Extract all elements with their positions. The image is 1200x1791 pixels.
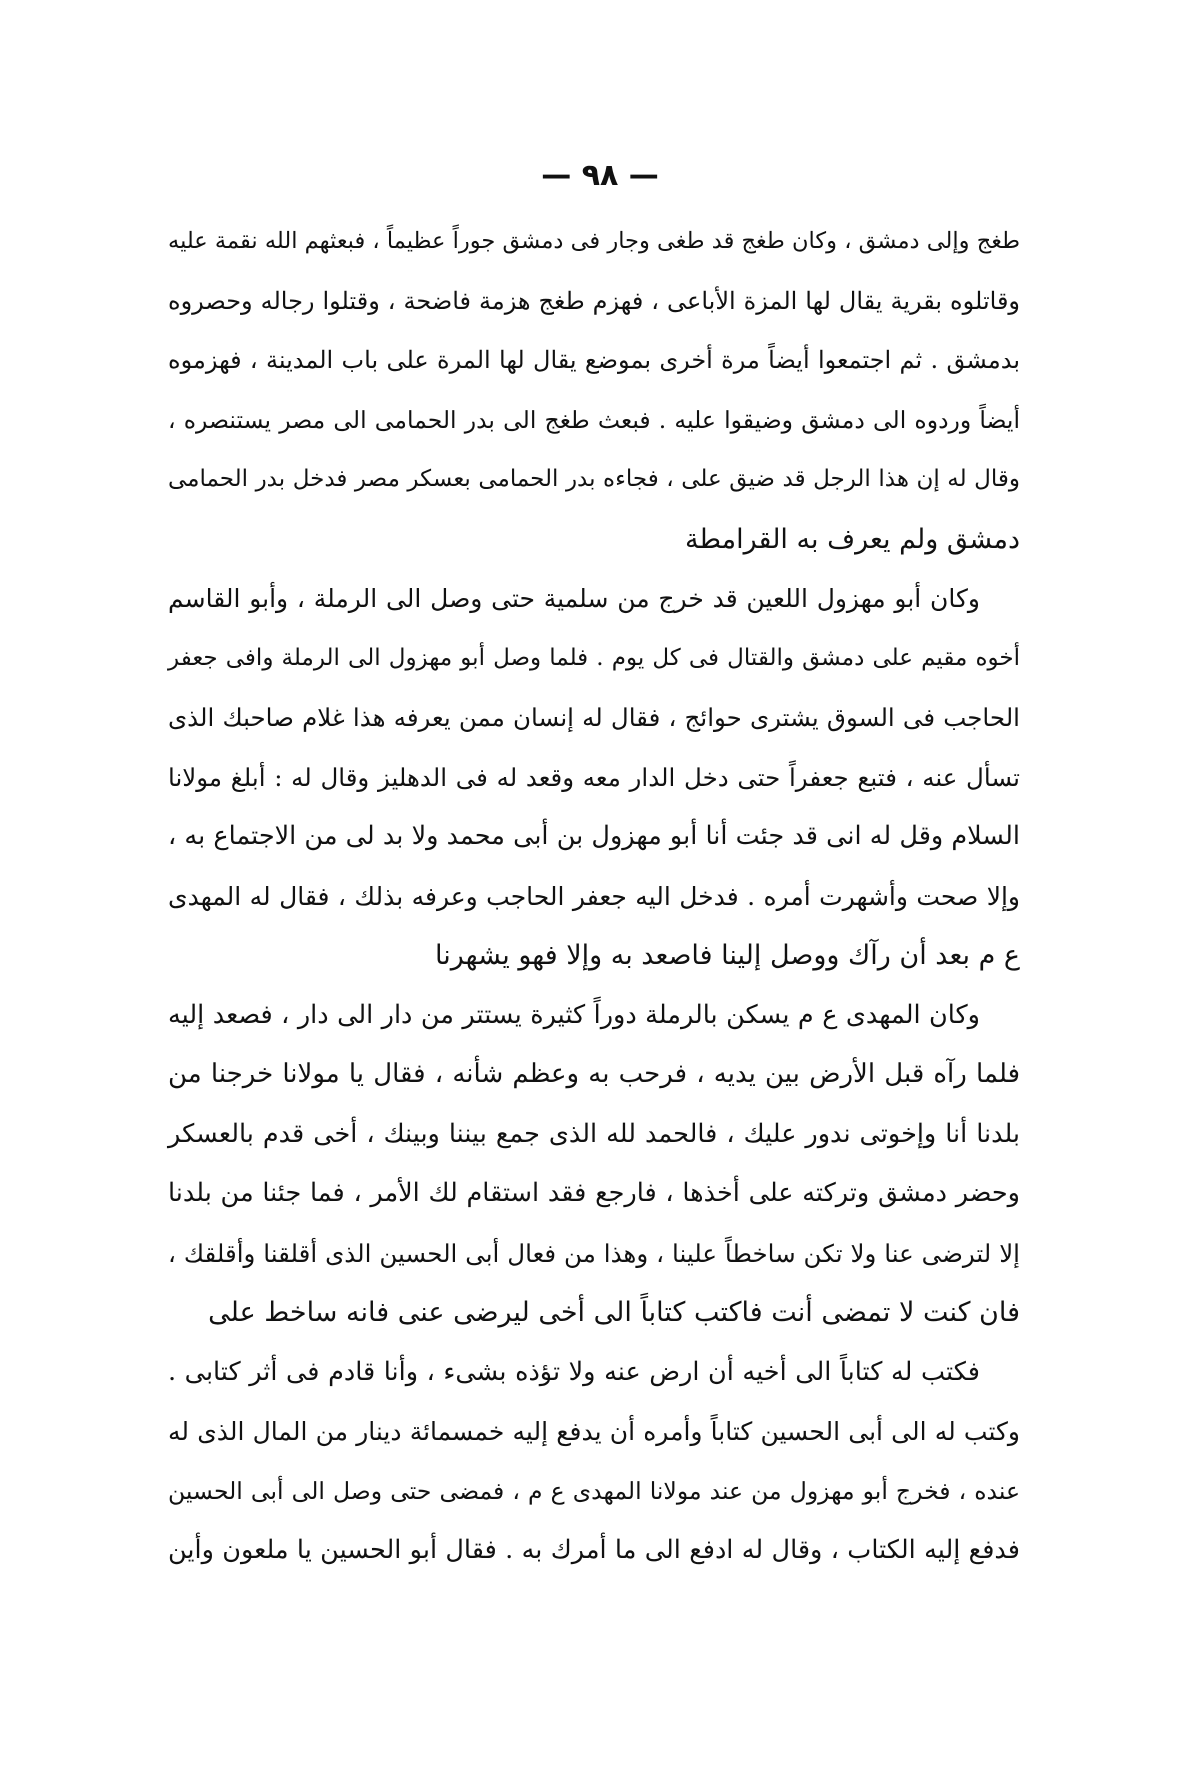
body-text (168, 212, 1020, 1581)
page-number: — ٩٨ — (541, 158, 659, 193)
text-line: ع م بعد أن رآك ووصل إلينا فاصعد به وإلا فهو يشهرنا (435, 940, 1020, 971)
text-line: وكان المهدى ع م يسكن بالرملة دوراً كثيرة يستتر من دار الى دار ، فصعد إليه (168, 999, 980, 1030)
text-line: تسأل عنه ، فتبع جعفراً حتى دخل الدار معه وقعد له فى الدهليز وقال له : أبلغ مولانا (168, 762, 1020, 792)
text-line: وإلا صحت وأشهرت أمره . فدخل اليه جعفر الحاجب وعرفه بذلك ، فقال له المهدى (168, 881, 1020, 911)
text-line: طغج وإلى دمشق ، وكان طغج قد طغى وجار فى دمشق جوراً عظيماً ، فبعثهم الله نقمة عليه (168, 228, 1020, 254)
text-line: عنده ، فخرج أبو مهزول من عند مولانا المهدى ع م ، فمضى حتى وصل الى أبى الحسين (168, 1476, 1020, 1505)
text-line: أخوه مقيم على دمشق والقتال فى كل يوم . فلما وصل أبو مهزول الى الرملة وافى جعفر (168, 644, 1020, 671)
text-line: وكان أبو مهزول اللعين قد خرج من سلمية حتى وصل الى الرملة ، وأبو القاسم (168, 584, 980, 613)
text-line: الحاجب فى السوق يشترى حوائج ، فقال له إنسان ممن يعرفه هذا غلام صاحبك الذى (168, 703, 1020, 732)
text-line: أيضاً وردوه الى دمشق وضيقوا عليه . فبعث طغج الى بدر الحمامى الى مصر يستنصره ، (168, 405, 1020, 434)
text-line: فدفع إليه الكتاب ، وقال له ادفع الى ما أمرك به . فقال أبو الحسين يا ملعون وأين (168, 1535, 1020, 1565)
text-line: فان كنت لا تمضى أنت فاكتب كتاباً الى أخى ليرضى عنى فانه ساخط على (208, 1297, 1020, 1328)
text-line: السلام وقل له انى قد جئت أنا أبو مهزول بن أبى محمد ولا بد لى من الاجتماع به ، (168, 821, 1020, 851)
text-line: وكتب له الى أبى الحسين كتاباً وأمره أن يدفع إليه خمسمائة دينار من المال الذى له (168, 1417, 1020, 1446)
text-line: وقاتلوه بقرية يقال لها المزة الأباعى ، فهزم طغج هزمة فاضحة ، وقتلوا رجاله وحصروه (168, 286, 1021, 315)
text-line: إلا لترضى عنا ولا تكن ساخطاً علينا ، وهذا من فعال أبى الحسين الذى أقلقنا وأقلقك ، (168, 1238, 1020, 1268)
text-line: وقال له إن هذا الرجل قد ضيق على ، فجاءه بدر الحمامى بعسكر مصر فدخل بدر الحمامى (168, 466, 1020, 492)
text-line: دمشق ولم يعرف به القرامطة (685, 523, 1020, 555)
text-line: فكتب له كتاباً الى أخيه أن ارض عنه ولا تؤذه بشىء ، وأنا قادم فى أثر كتابى . (168, 1356, 980, 1387)
text-line: بلدنا أنا وإخوتى ندور عليك ، فالحمد لله الذى جمع بيننا وبينك ، أخى قدم بالعسكر (168, 1118, 1020, 1149)
text-line: بدمشق . ثم اجتمعوا أيضاً مرة أخرى بموضع يقال لها المرة على باب المدينة ، فهزموه (168, 346, 1020, 374)
text-line: فلما رآه قبل الأرض بين يديه ، فرحب به وعظم شأنه ، فقال يا مولانا خرجنا من (168, 1059, 1020, 1089)
text-line: وحضر دمشق وتركته على أخذها ، فارجع فقد استقام لك الأمر ، فما جئنا من بلدنا (168, 1178, 1020, 1208)
